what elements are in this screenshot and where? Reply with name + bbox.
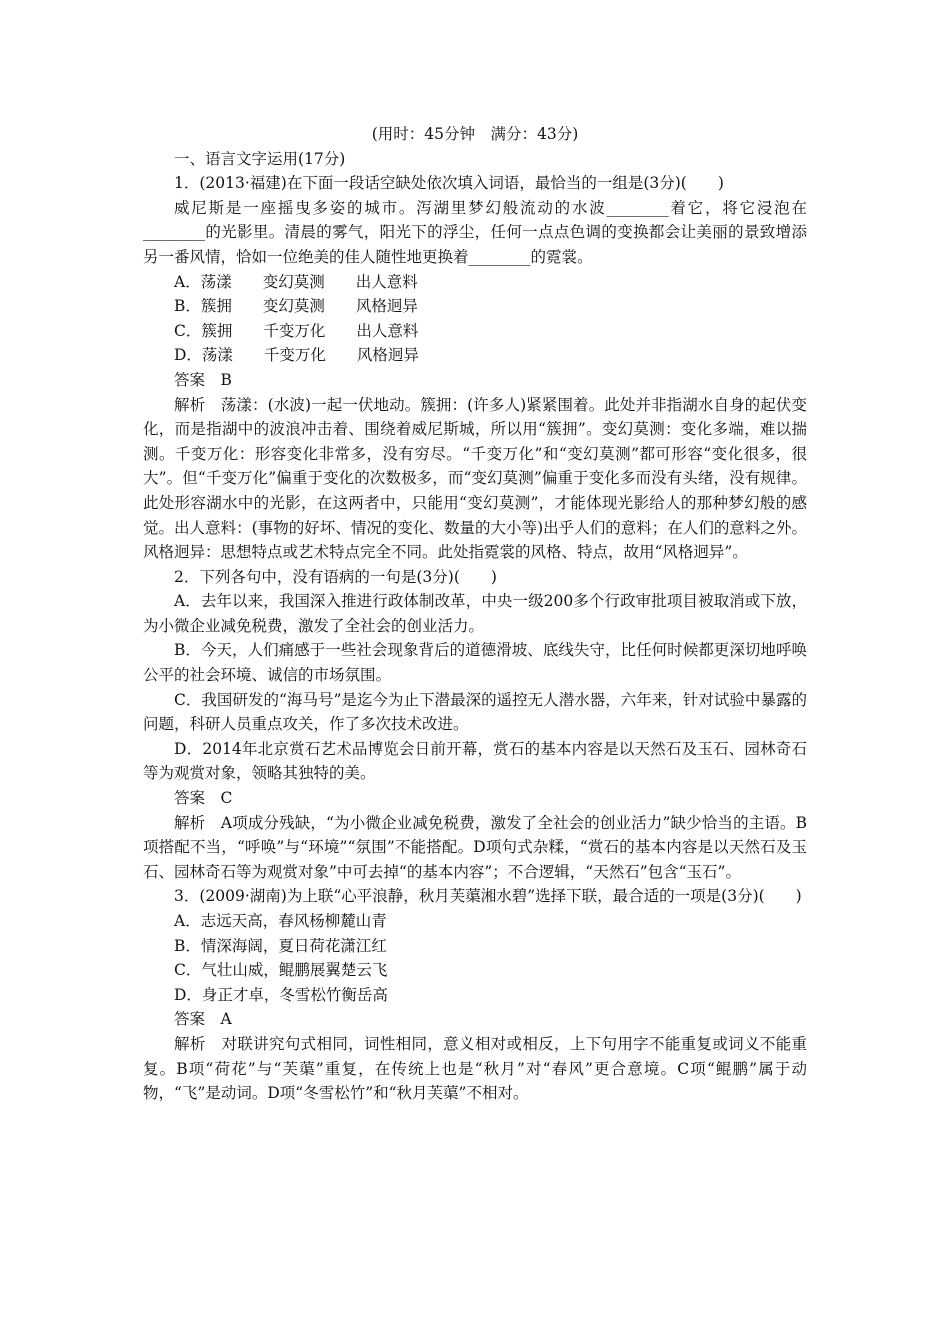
option-d: D．身正才卓，冬雪松竹衡岳高 xyxy=(174,985,388,1004)
option-c: C．我国研发的“海马号”是迄今为止下潜最深的遥控无人潜水器，六年来，针对试验中暴露的问题，科研人员重点攻关，作了多次技术改进。 xyxy=(143,690,807,734)
option-c: C．簇拥 千变万化 出人意料 xyxy=(174,321,419,340)
option-b: B．簇拥 变幻莫测 风格迥异 xyxy=(174,297,418,316)
answer: 答案 A xyxy=(174,1010,232,1029)
option-b: B．情深海阔，夏日荷花潇江红 xyxy=(174,936,387,955)
question-stem: 1．(2013·福建)在下面一段话空缺处依次填入词语，最恰当的一组是(3分)( ) xyxy=(174,174,724,193)
analysis: 解析 荡漾：(水波)一起一伏地动。簇拥：(许多人)紧紧围着。此处并非指湖水自身的起伏变化，而是指湖中的波浪冲击着、围绕着威尼斯城，所以用“簇拥”。变幻莫测：变化多端，难以揣测。千变万化：形容变化非常多，没有穷尽。“千变万化”和“变幻莫测”都可形容“变化很多，很大”。但“千变万化”偏重于变化的次数极多，而“变幻莫测”偏重于变化多而没有头绪，没有规律。此处形容湖水中的光影，在这两者中，只能用“变幻莫测”，才能体现光影给人的那种梦幻般的感觉。出人意料：(事物的好坏、情况的变化、数量的大小等)出乎人们的意料；在人们的意料之外。风格迥异：思想特点或艺术特点完全不同。此处指霓裳的风格、特点，故用“风格迥异”。 xyxy=(143,395,807,562)
option-a: A．荡漾 变幻莫测 出人意料 xyxy=(174,272,418,291)
option-b: B．今天，人们痛感于一些社会现象背后的道德滑坡、底线失守，比任何时候都更深切地呼唤公平的社会环境、诚信的市场氛围。 xyxy=(143,641,807,685)
answer: 答案 C xyxy=(174,789,233,808)
option-a: A．去年以来，我国深入推进行政体制改革，中央一级200多个行政审批项目被取消或下放，为小微企业减免税费，激发了全社会的创业活力。 xyxy=(143,592,807,635)
question-2 xyxy=(143,565,807,885)
question-passage: 威尼斯是一座摇曳多姿的城市。泻湖里梦幻般流动的水波________着它，将它浸泡在________的光影里。清晨的雾气，阳光下的浮尘，任何一点点色调的变换都会让美丽的景致增添另一番风情，恰如一位绝美的佳人随性地更换着________的霓裳。 xyxy=(143,198,807,266)
option-d: D．荡漾 千变万化 风格迥异 xyxy=(174,346,419,365)
analysis: 解析 对联讲究句式相同，词性相同，意义相对或相反，上下句用字不能重复或词义不能重复。B项“荷花”与“芙蕖”重复，在传统上也是“秋月”对“春风”更合意境。C项“鲲鹏”属于动物，“飞”是动词。D项“冬雪松竹”和“秋月芙蕖”不相对。 xyxy=(143,1034,807,1103)
document-page xyxy=(143,122,807,1106)
question-stem: 3．(2009·湖南)为上联“心平浪静，秋月芙蕖湘水碧”选择下联，最合适的一项是(3分)( ) xyxy=(174,887,802,906)
option-d: D．2014年北京赏石艺术品博览会日前开幕，赏石的基本内容是以天然石及玉石、园林奇石等为观赏对象，领略其独特的美。 xyxy=(143,739,807,783)
page-header: (用时：45分钟 满分：43分) xyxy=(371,125,579,143)
question-1 xyxy=(143,171,807,565)
question-stem: 2．下列各句中，没有语病的一句是(3分)( ) xyxy=(174,567,497,586)
question-3 xyxy=(143,884,807,1105)
answer: 答案 B xyxy=(174,370,232,389)
analysis: 解析 A项成分残缺，“为小微企业减免税费，激发了全社会的创业活力”缺少恰当的主语。B项搭配不当，“呼唤”与“环境”“氛围”不能搭配。D项句式杂糅，“赏石的基本内容是以天然石及玉石、园林奇石等为观赏对象”中可去掉“的基本内容”；不合逻辑，“天然石”包含“玉石”。 xyxy=(143,813,807,881)
section-title: 一、语言文字运用(17分) xyxy=(174,149,346,168)
option-a: A．志远天高，春风杨柳麓山青 xyxy=(174,912,387,930)
option-c: C．气壮山威，鲲鹏展翼楚云飞 xyxy=(174,961,388,980)
